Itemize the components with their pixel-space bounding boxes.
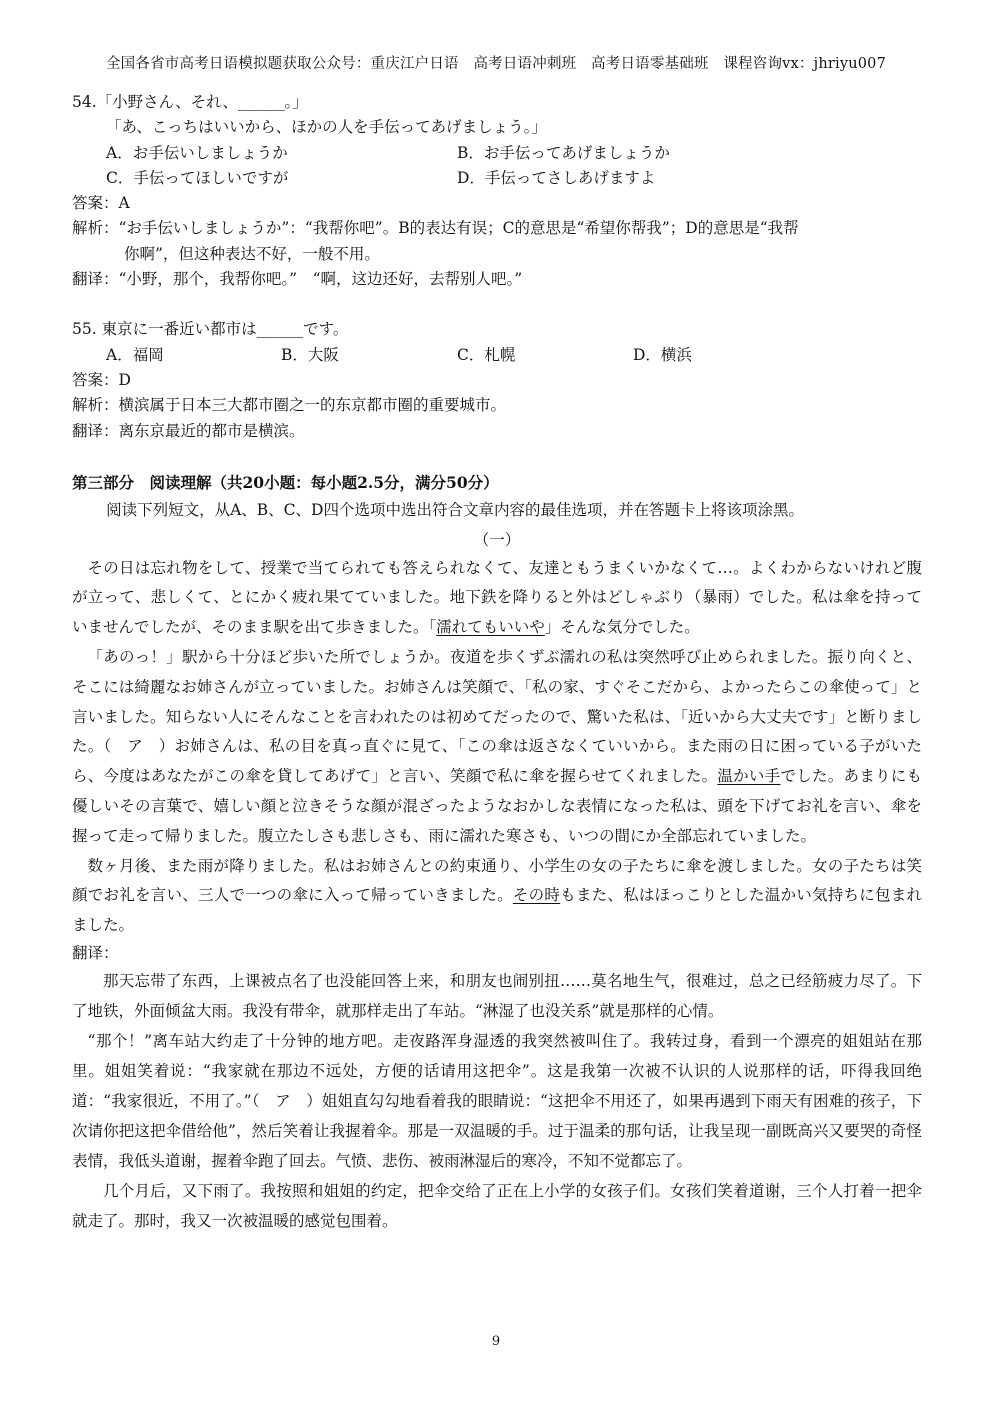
spacer <box>72 292 922 317</box>
underlined-phrase: 濡れてもいいや <box>436 618 545 637</box>
q54-translation: 翻译：“小野，那个，我帮你吧。” “啊，这边还好，去帮别人吧。” <box>72 270 523 289</box>
q54-analysis-line-1: 解析：“お手伝いしましょうか”：“我帮你吧”。B的表达有误；C的意思是“希望你帮我”；D的意思是“我帮 <box>72 219 799 238</box>
q54-stem: 54.「小野さん、それ、______。」 <box>72 93 308 111</box>
translation-paragraph-2: “那个！”离车站大约走了十分钟的地方吧。走夜路浑身湿透的我突然被叫住了。我转过身，看到一个漂亮的姐姐站在那里。姐姐笑着说：“我家就在那边不远处，方便的话请用这把伞”。这是我第一次被不认识的人说那样的话，吓得我回绝道：“我家很近，不用了。”（ ア ）姐姐直勾勾地看着我的眼睛说：“这把伞不用还了，如果再遇到下雨天有困难的孩子，下次请你把这把伞借给他”，然后笑着让我握着伞。那是一双温暖的手。过于温柔的那句话，让我呈现一副既高兴又要哭的奇怪表情，我低头道谢，握着伞跑了回去。气愤、悲伤、被雨淋湿后的寒冷，不知不觉都忘了。 <box>72 1032 922 1171</box>
q55-analysis: 解析：横滨属于日本三大都市圈之一的东京都市圈的重要城市。 <box>72 396 507 415</box>
part-3-instruction: 阅读下列短文，从A、B、C、D四个选项中选出符合文章内容的最佳选项，并在答题卡上将该项涂黑。 <box>106 500 804 519</box>
q54-analysis-line-2: 你啊”，但这种表达不好，一般不用。 <box>124 244 380 263</box>
q55-option-d: D．横浜 <box>633 345 692 364</box>
q54-option-a: A．お手伝いしましょうか <box>106 143 288 162</box>
passage-paragraph-2 <box>72 643 922 852</box>
spacer <box>72 444 922 470</box>
underlined-phrase: 温かい手 <box>717 767 781 786</box>
q55-option-c: C．札幌 <box>457 345 516 364</box>
part-3-title: 第三部分 阅读理解（共20小题：每小题2.5分，满分50分） <box>72 472 499 492</box>
passage-text: もまた、私はほっこりとした温かい気持ちに包まれました。 <box>72 886 922 935</box>
passage-text: でした。あまりにも優しいその言葉で、嬉しい顔と泣きそうな顔が混ざったようなおかしな表情になった私は、頭を下げてお礼を言い、傘を握って走って帰りました。腹立たしさも悲しさも、雨に濡れた寒さも、いつの間にか全部忘れていました。 <box>72 767 922 845</box>
q55-stem: 55. 東京に一番近い都市は______です。 <box>72 320 349 339</box>
page-number: 9 <box>491 1334 501 1349</box>
passage-text: 「あのっ！」駅から十分ほど歩いた所でしょうか。夜道を歩くずぶ濡れの私は突然呼び止められました。振り向くと、そこには綺麗なお姉さんが立っていました。お姉さんは笑顔で、「私の家、すぐそこだから、よかったらこの傘使って」と言いました。知らない人にそんなことを言われたのは初めてだったので、驚いた私は、「近いから大丈夫です」と断りました。（ ア ）お姉さんは、私の目を真っ直ぐに見て、「この傘は返さなくていいから。また雨の日に困っている子がいたら、今度はあなたがこの傘を貸してあげて」と言い、笑顔で私に傘を握らせてくれました。 <box>72 648 922 786</box>
q55-translation: 翻译：离东京最近的都市是横滨。 <box>72 421 305 440</box>
q54-options-row-1 <box>72 141 922 166</box>
question-55 <box>72 317 922 443</box>
page-header: 全国各省市高考日语模拟题获取公众号：重庆江户日语 高考日语冲刺班 高考日语零基础班 课程咨询vx：jhriyu007 <box>105 56 887 72</box>
passage-paragraph-1 <box>72 554 922 643</box>
q54-option-d: D．手伝ってさしあげますよ <box>457 168 656 187</box>
passage-text: 数ヶ月後、また雨が降りました。私はお姉さんとの約束通り、小学生の女の子たちに傘を渡しました。女の子たちは笑顔でお礼を言い、三人で一つの傘に入って帰っていきました。 <box>72 856 922 905</box>
q54-answer: 答案：A <box>72 194 130 213</box>
q55-options-row <box>72 343 922 368</box>
q54-options-row-2 <box>72 166 922 191</box>
translation-paragraph-1: 那天忘带了东西，上课被点名了也没能回答上来，和朋友也闹别扭……莫名地生气，很难过，总之已经筋疲力尽了。下了地铁，外面倾盆大雨。我没有带伞，就那样走出了车站。“淋湿了也没关系”就是那样的心情。 <box>72 972 922 1021</box>
question-54 <box>72 90 922 292</box>
q54-reply: 「あ、こっちはいいから、ほかの人を手伝ってあげましょう。」 <box>106 118 547 137</box>
part-3 <box>72 470 922 1236</box>
q54-option-b: B．お手伝ってあげましょうか <box>457 143 670 162</box>
translation-paragraph-3: 几个月后，又下雨了。我按照和姐姐的约定，把伞交给了正在上小学的女孩子们。女孩们笑着道谢，三个人打着一把伞就走了。那时，我又一次被温暖的感觉包围着。 <box>72 1182 922 1231</box>
passage-number: （一） <box>473 530 521 549</box>
translation-label: 翻译： <box>72 944 119 963</box>
passage-text: その日は忘れ物をして、授業で当てられても答えられなくて、友達ともうまくいかなくて…。よくわからないけれど腹が立って、悲しくて、とにかく疲れ果てていました。地下鉄を降りると外はどしゃぶり（暴雨）でした。私は傘を持っていませんでしたが、そのまま駅を出て歩きました。「 <box>72 558 922 637</box>
q55-option-b: B．大阪 <box>281 345 339 364</box>
passage-text: 」そんな気分でした。 <box>544 618 700 637</box>
page-content <box>72 90 922 1236</box>
q55-answer: 答案：D <box>72 370 131 389</box>
passage-paragraph-3 <box>72 852 922 941</box>
underlined-phrase: その時 <box>512 886 561 905</box>
q55-option-a: A．福岡 <box>106 345 164 364</box>
q54-option-c: C．手伝ってほしいですが <box>106 168 289 187</box>
